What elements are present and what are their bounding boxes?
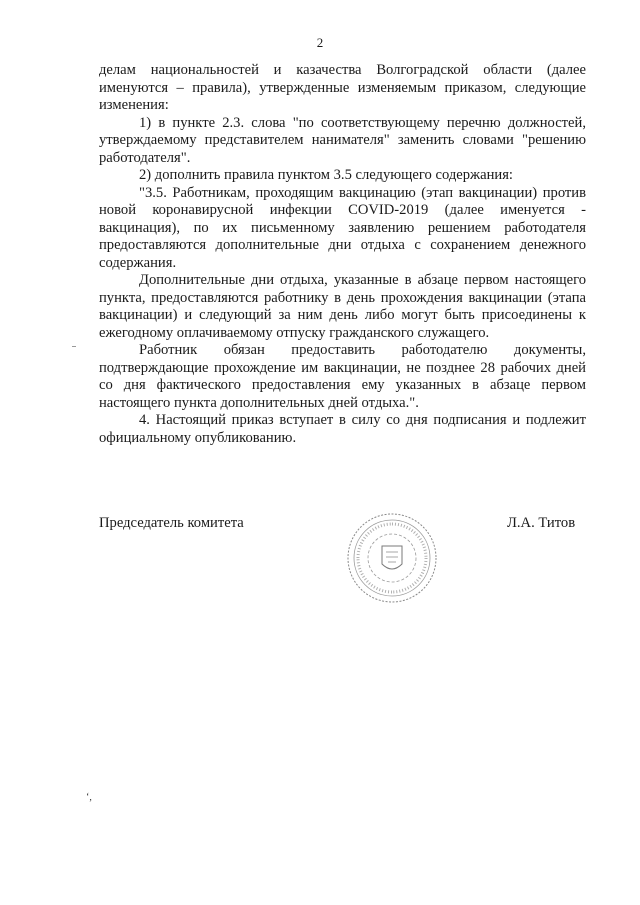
- paragraph-7: 4. Настоящий приказ вступает в силу со дня подписания и подлежит официальному опубликованию.: [99, 412, 586, 446]
- paragraph-6: Работник обязан предоставить работодателю документы, подтверждающие прохождение им вакцинации, не позднее 28 рабочих дней со дня фактического предоставления ему указанных в абзаце первом настоящего пункта дополнительных дней отдыха.".: [99, 342, 586, 411]
- paragraph-1: делам национальностей и казачества Волгоградской области (далее именуются – правила), утвержденные изменяемым приказом, следующие изменения:: [99, 62, 586, 113]
- page-number: 2: [316, 35, 324, 50]
- seal-graphic: [346, 512, 438, 604]
- margin-tick: [72, 346, 76, 347]
- signature-name: Л.А. Титов: [507, 515, 576, 531]
- paragraph-5: Дополнительные дни отдыха, указанные в абзаце первом настоящего пункта, предоставляются работнику в день прохождения вакцинации (этапа вакцинации) и следующий за ним день либо могут быть присоединены к ежегодному оплачиваемому отпуску гражданского служащего.: [99, 272, 586, 341]
- paragraph-4: "3.5. Работникам, проходящим вакцинацию (этап вакцинации) против новой коронавирусной инфекции COVID-2019 (далее именуется - вакцинация), по их письменному заявлению решением работодателя предоставляются дополнительные дни отдыха с сохранением денежного содержания.: [99, 184, 586, 271]
- official-seal-icon: [346, 512, 438, 604]
- signature-title: Председатель комитета: [99, 515, 244, 531]
- paragraph-2: 1) в пункте 2.3. слова "по соответствующему перечню должностей, утверждаемому представителем нанимателя" заменить словами "решению работодателя".: [99, 114, 586, 166]
- margin-mark: ‘,: [86, 792, 92, 803]
- document-body: [99, 62, 586, 447]
- paragraph-3: 2) дополнить правила пунктом 3.5 следующего содержания:: [139, 167, 513, 183]
